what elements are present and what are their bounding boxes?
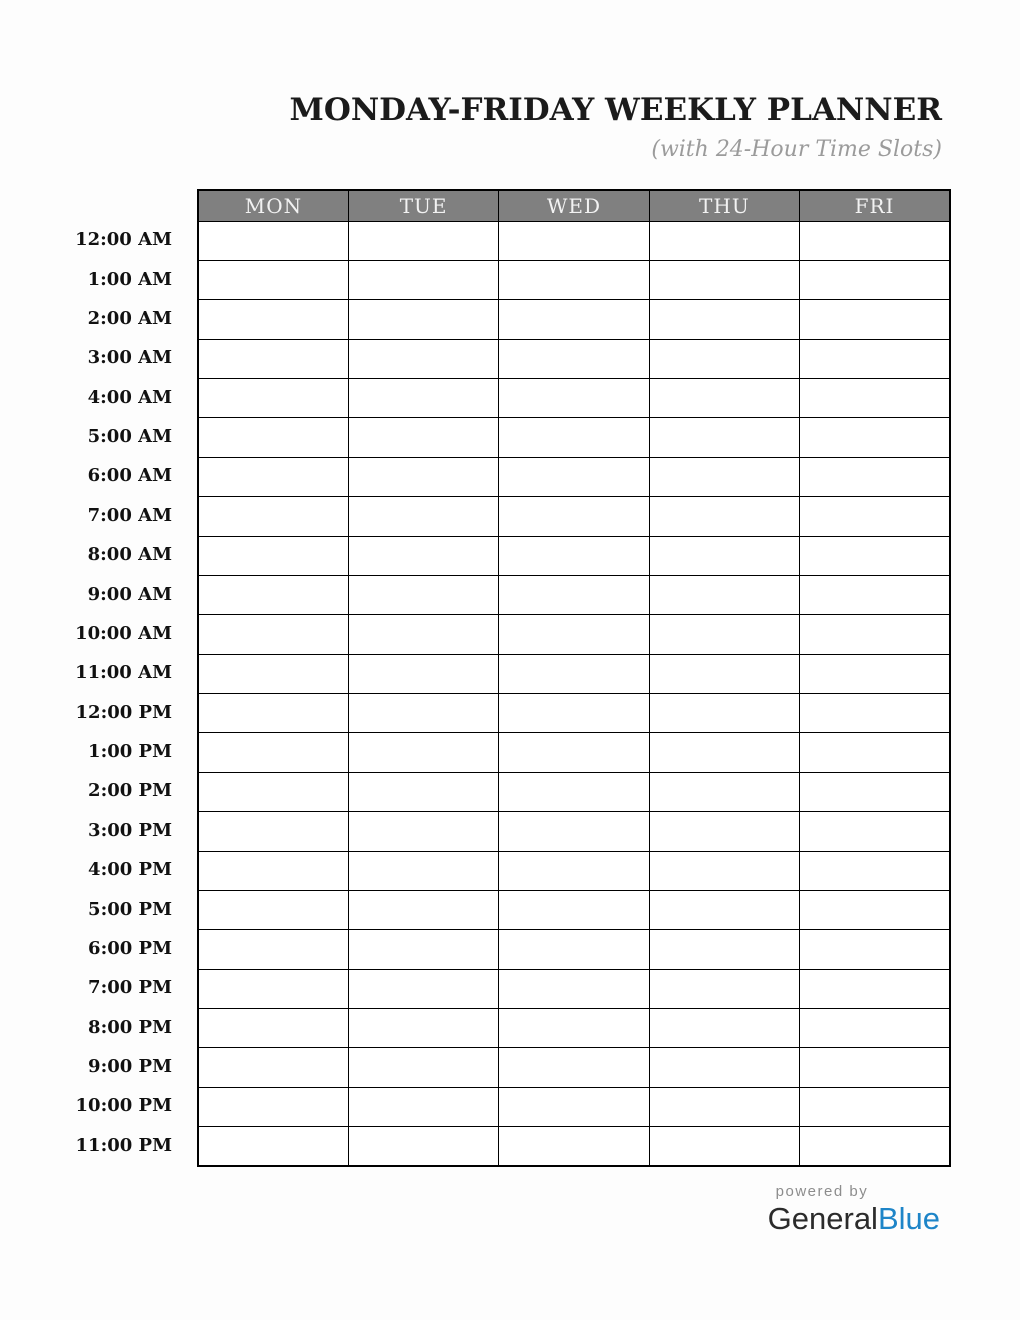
planner-cell-thu	[649, 1048, 799, 1087]
planner-cell-fri	[800, 221, 950, 260]
day-header-fri: FRI	[800, 190, 950, 221]
planner-cell-wed	[499, 418, 649, 457]
planner-cell-thu	[649, 1009, 799, 1048]
planner-row	[198, 969, 950, 1008]
planner-cell-tue	[348, 812, 498, 851]
time-label: 10:00 AM	[75, 622, 172, 644]
time-labels-column	[0, 220, 172, 1165]
planner-cell-mon	[198, 694, 348, 733]
planner-cell-mon	[198, 654, 348, 693]
time-label: 4:00 AM	[87, 386, 172, 408]
day-header-wed: WED	[499, 190, 649, 221]
planner-cell-wed	[499, 1127, 649, 1166]
planner-cell-thu	[649, 497, 799, 536]
time-label: 10:00 PM	[75, 1095, 172, 1117]
planner-cell-tue	[348, 890, 498, 929]
brand-logo-blue: Blue	[877, 1201, 940, 1236]
planner-cell-mon	[198, 890, 348, 929]
powered-by-label: powered by	[775, 1183, 869, 1200]
planner-cell-tue	[348, 1087, 498, 1126]
planner-table-head	[198, 190, 950, 221]
planner-cell-wed	[499, 339, 649, 378]
planner-cell-thu	[649, 930, 799, 969]
planner-cell-mon	[198, 457, 348, 496]
time-label: 4:00 PM	[88, 859, 172, 881]
planner-row	[198, 890, 950, 929]
day-header-thu: THU	[649, 190, 799, 221]
time-label: 12:00 PM	[75, 701, 172, 723]
planner-cell-mon	[198, 851, 348, 890]
planner-cell-fri	[800, 536, 950, 575]
planner-cell-tue	[348, 339, 498, 378]
planner-cell-tue	[348, 260, 498, 299]
planner-row	[198, 536, 950, 575]
planner-cell-tue	[348, 536, 498, 575]
planner-row	[198, 694, 950, 733]
planner-cell-mon	[198, 260, 348, 299]
planner-cell-wed	[499, 300, 649, 339]
planner-table-body	[198, 221, 950, 1166]
planner-cell-fri	[800, 969, 950, 1008]
planner-cell-mon	[198, 1127, 348, 1166]
planner-cell-mon	[198, 615, 348, 654]
planner-cell-mon	[198, 339, 348, 378]
planner-cell-mon	[198, 1009, 348, 1048]
time-label: 9:00 AM	[87, 583, 172, 605]
planner-cell-wed	[499, 1048, 649, 1087]
planner-cell-fri	[800, 1048, 950, 1087]
planner-cell-thu	[649, 851, 799, 890]
planner-row	[198, 457, 950, 496]
planner-cell-tue	[348, 221, 498, 260]
planner-cell-fri	[800, 694, 950, 733]
time-label: 9:00 PM	[88, 1056, 172, 1078]
planner-cell-fri	[800, 812, 950, 851]
planner-cell-thu	[649, 300, 799, 339]
planner-cell-thu	[649, 536, 799, 575]
planner-cell-mon	[198, 497, 348, 536]
planner-cell-wed	[499, 536, 649, 575]
planner-cell-tue	[348, 654, 498, 693]
time-label: 1:00 AM	[87, 268, 172, 290]
planner-cell-wed	[499, 1009, 649, 1048]
planner-row	[198, 851, 950, 890]
planner-cell-thu	[649, 1087, 799, 1126]
planner-cell-tue	[348, 300, 498, 339]
planner-cell-wed	[499, 930, 649, 969]
time-label: 5:00 AM	[87, 426, 172, 448]
planner-cell-mon	[198, 575, 348, 614]
planner-row	[198, 1048, 950, 1087]
time-label: 11:00 AM	[75, 662, 172, 684]
page-subtitle: (with 24-Hour Time Slots)	[651, 137, 942, 162]
planner-cell-thu	[649, 221, 799, 260]
planner-cell-mon	[198, 733, 348, 772]
day-header-row	[198, 190, 950, 221]
planner-cell-tue	[348, 575, 498, 614]
planner-cell-tue	[348, 497, 498, 536]
planner-cell-fri	[800, 733, 950, 772]
time-label: 3:00 AM	[87, 347, 172, 369]
planner-cell-thu	[649, 772, 799, 811]
planner-cell-thu	[649, 339, 799, 378]
planner-row	[198, 654, 950, 693]
planner-cell-wed	[499, 260, 649, 299]
time-label: 1:00 PM	[88, 741, 172, 763]
planner-cell-mon	[198, 812, 348, 851]
planner-cell-mon	[198, 930, 348, 969]
planner-cell-wed	[499, 772, 649, 811]
planner-cell-wed	[499, 969, 649, 1008]
planner-cell-tue	[348, 930, 498, 969]
planner-cell-wed	[499, 890, 649, 929]
planner-cell-mon	[198, 221, 348, 260]
planner-cell-wed	[499, 379, 649, 418]
planner-cell-thu	[649, 260, 799, 299]
planner-cell-mon	[198, 969, 348, 1008]
planner-row	[198, 1087, 950, 1126]
planner-cell-fri	[800, 1127, 950, 1166]
time-label: 5:00 PM	[88, 898, 172, 920]
planner-cell-tue	[348, 733, 498, 772]
planner-cell-tue	[348, 379, 498, 418]
planner-cell-fri	[800, 1087, 950, 1126]
time-label: 3:00 PM	[88, 819, 172, 841]
planner-cell-wed	[499, 694, 649, 733]
planner-cell-tue	[348, 1048, 498, 1087]
planner-cell-wed	[499, 812, 649, 851]
planner-cell-wed	[499, 221, 649, 260]
planner-row	[198, 221, 950, 260]
planner-cell-mon	[198, 379, 348, 418]
planner-cell-fri	[800, 890, 950, 929]
planner-cell-tue	[348, 615, 498, 654]
planner-cell-wed	[499, 851, 649, 890]
brand-logo-general: General	[767, 1201, 878, 1236]
planner-cell-tue	[348, 969, 498, 1008]
planner-cell-fri	[800, 457, 950, 496]
planner-cell-fri	[800, 300, 950, 339]
planner-row	[198, 339, 950, 378]
planner-cell-fri	[800, 339, 950, 378]
planner-table	[197, 189, 951, 1167]
planner-cell-thu	[649, 694, 799, 733]
planner-cell-thu	[649, 575, 799, 614]
planner-cell-tue	[348, 694, 498, 733]
time-label: 2:00 PM	[88, 780, 172, 802]
day-header-mon: MON	[198, 190, 348, 221]
planner-row	[198, 772, 950, 811]
planner-row	[198, 497, 950, 536]
planner-cell-thu	[649, 457, 799, 496]
planner-row	[198, 615, 950, 654]
time-label: 2:00 AM	[87, 307, 172, 329]
planner-row	[198, 300, 950, 339]
planner-cell-wed	[499, 1087, 649, 1126]
planner-cell-fri	[800, 851, 950, 890]
planner-row	[198, 418, 950, 457]
planner-cell-mon	[198, 300, 348, 339]
planner-cell-thu	[649, 418, 799, 457]
planner-cell-fri	[800, 1009, 950, 1048]
planner-cell-fri	[800, 418, 950, 457]
planner-cell-wed	[499, 733, 649, 772]
planner-cell-wed	[499, 575, 649, 614]
planner-cell-thu	[649, 969, 799, 1008]
time-label: 7:00 AM	[87, 504, 172, 526]
planner-cell-thu	[649, 890, 799, 929]
planner-cell-wed	[499, 497, 649, 536]
planner-cell-mon	[198, 1048, 348, 1087]
planner-cell-mon	[198, 772, 348, 811]
time-label: 6:00 AM	[87, 465, 172, 487]
brand-logo	[768, 1201, 940, 1237]
time-label: 8:00 PM	[88, 1016, 172, 1038]
day-header-tue: TUE	[348, 190, 498, 221]
page-title: MONDAY-FRIDAY WEEKLY PLANNER	[289, 92, 942, 128]
planner-cell-wed	[499, 654, 649, 693]
title-block	[290, 92, 942, 162]
planner-cell-fri	[800, 260, 950, 299]
planner-cell-thu	[649, 654, 799, 693]
planner-row	[198, 575, 950, 614]
planner-cell-wed	[499, 457, 649, 496]
footer-brand-block	[768, 1183, 940, 1237]
planner-cell-thu	[649, 1127, 799, 1166]
planner-cell-tue	[348, 772, 498, 811]
planner-cell-mon	[198, 536, 348, 575]
planner-cell-thu	[649, 733, 799, 772]
planner-row	[198, 1127, 950, 1166]
planner-row	[198, 812, 950, 851]
planner-cell-tue	[348, 1009, 498, 1048]
planner-cell-thu	[649, 379, 799, 418]
planner-cell-mon	[198, 1087, 348, 1126]
planner-cell-fri	[800, 615, 950, 654]
planner-cell-fri	[800, 654, 950, 693]
planner-cell-fri	[800, 772, 950, 811]
planner-cell-fri	[800, 930, 950, 969]
planner-row	[198, 733, 950, 772]
planner-cell-thu	[649, 812, 799, 851]
planner-row	[198, 379, 950, 418]
planner-row	[198, 260, 950, 299]
time-label: 8:00 AM	[87, 544, 172, 566]
planner-cell-thu	[649, 615, 799, 654]
planner-cell-wed	[499, 615, 649, 654]
time-label: 7:00 PM	[88, 977, 172, 999]
planner-cell-tue	[348, 418, 498, 457]
planner-row	[198, 930, 950, 969]
planner-cell-mon	[198, 418, 348, 457]
planner-cell-tue	[348, 1127, 498, 1166]
planner-cell-fri	[800, 379, 950, 418]
time-label: 6:00 PM	[88, 937, 172, 959]
planner-row	[198, 1009, 950, 1048]
planner-cell-fri	[800, 497, 950, 536]
time-label: 12:00 AM	[75, 229, 172, 251]
planner-cell-fri	[800, 575, 950, 614]
planner-cell-tue	[348, 851, 498, 890]
time-label: 11:00 PM	[75, 1134, 172, 1156]
planner-cell-tue	[348, 457, 498, 496]
